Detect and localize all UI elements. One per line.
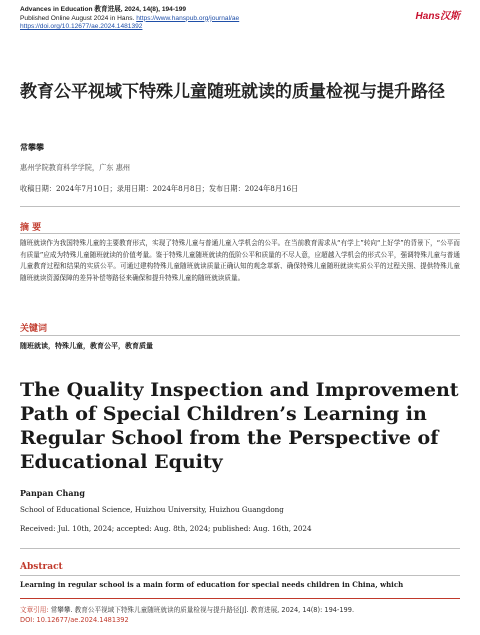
citation-line bbox=[20, 605, 460, 615]
journal-name: Advances in Education bbox=[20, 6, 93, 13]
journal-name-cn: 教育进展 bbox=[94, 6, 121, 13]
citation-doi[interactable]: DOI: 10.12677/ae.2024.1481392 bbox=[20, 616, 129, 624]
title-en: The Quality Inspection and Improvement Path of Special Children’s Learning in Regular School from the Perspective of Educational Equity bbox=[20, 379, 459, 473]
journal-header bbox=[20, 6, 460, 32]
journal-link[interactable]: https://www.hanspub.org/journal/ae bbox=[136, 14, 240, 22]
citation-label: 文章引用: bbox=[20, 606, 49, 614]
published-line bbox=[20, 15, 460, 24]
publisher-logo: Hans汉斯 bbox=[415, 11, 460, 22]
divider bbox=[20, 575, 460, 576]
doi-link[interactable]: https://doi.org/10.12677/ae.2024.1481392 bbox=[20, 23, 143, 31]
author-en: Panpan Chang bbox=[20, 488, 85, 498]
published-text: Published Online August 2024 in Hans. bbox=[20, 14, 135, 22]
dates-cn: 收稿日期：2024年7月10日；录用日期：2024年8月8日；发布日期：2024年8月16日 bbox=[20, 184, 299, 193]
abstract-cn: 随班就读作为我国特殊儿童的主要教育形式，实现了特殊儿童与普通儿童入学机会的公平。在当前教育需求从“有学上”转向“上好学”的背景下，“公平而有质量”应成为特殊儿童随班就读的价值考量。鉴于特殊儿童随班就读的低阶公平和质量的不尽人意，应超越入学机会的形式公平，强调特殊儿童与普通儿童教育过程和结果的实质公平。可通过建构特殊儿童随班就读质量正确认知的观念革新、确保特殊儿童随班就读实质公平的过程关照、提供特殊儿童随班就读资源保障的差异补偿等路径来确保和提升特殊儿童的随班就读质量。 bbox=[20, 239, 460, 282]
affiliation-en: School of Educational Science, Huizhou University, Huizhou Guangdong bbox=[20, 505, 284, 514]
divider bbox=[20, 206, 460, 207]
journal-info-line bbox=[20, 6, 460, 15]
volume-info: , 2024, 14(8), 194-199 bbox=[120, 6, 187, 13]
affiliation-cn: 惠州学院教育科学学院，广东 惠州 bbox=[20, 163, 131, 172]
title-cn: 教育公平视域下特殊儿童随班就读的质量检视与提升路径 bbox=[20, 82, 445, 102]
author-cn: 常攀攀 bbox=[20, 142, 44, 152]
citation-divider bbox=[20, 598, 460, 599]
dates-en: Received: Jul. 10th, 2024; accepted: Aug. 8th, 2024; published: Aug. 16th, 2024 bbox=[20, 524, 312, 533]
citation bbox=[20, 605, 460, 625]
abstract-heading-cn: 摘 要 bbox=[20, 223, 42, 233]
divider bbox=[20, 233, 460, 234]
divider bbox=[20, 335, 460, 336]
abstract-en: Learning in regular school is a main form of education for special needs children in China, which bbox=[20, 580, 404, 589]
keywords-heading-cn: 关键词 bbox=[20, 324, 48, 334]
divider bbox=[20, 548, 460, 549]
keywords-cn: 随班就读，特殊儿童，教育公平，教育质量 bbox=[20, 342, 153, 350]
citation-text: 常攀攀. 教育公平视域下特殊儿童随班就读的质量检视与提升路径[J]. 教育进展, 2024, 14(8): 194-199. bbox=[48, 606, 355, 614]
abstract-heading-en: Abstract bbox=[20, 562, 63, 572]
